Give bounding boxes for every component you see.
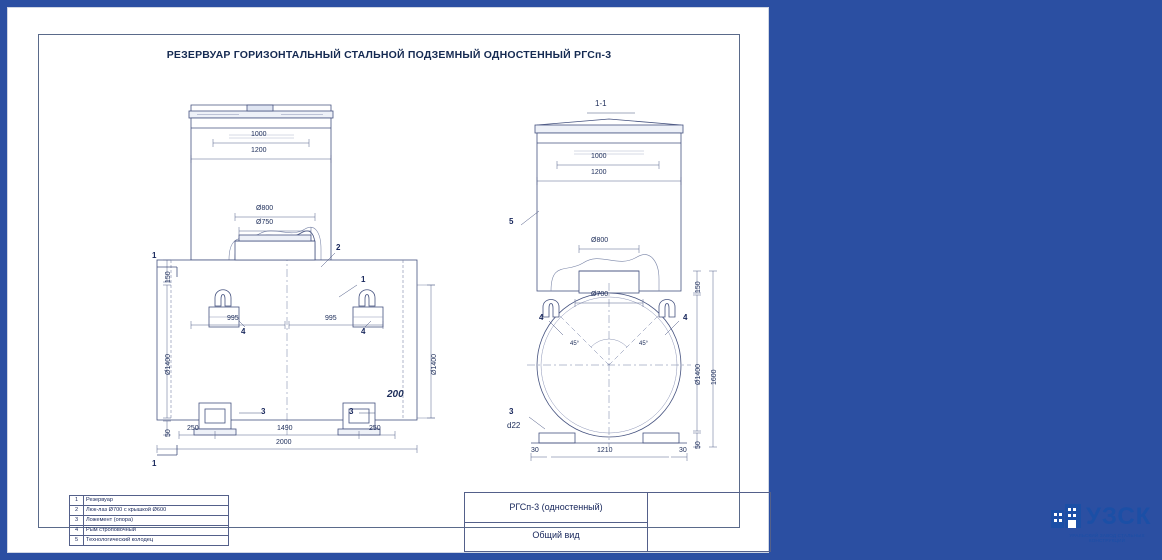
part-name: Технологический колодец [84,536,229,546]
title-block [69,490,1152,553]
dim-right-1210: 1210 [597,447,613,454]
designation: РГСп-3 (одностенный) [509,502,603,512]
title-block-right [464,492,1152,552]
angle-left-45: 45° [570,341,580,347]
part-name: Ложемент (опора) [84,516,229,526]
dim-right-30b: 30 [679,447,687,454]
callout-left-2: 2 [336,243,341,252]
drawing-frame [38,34,1152,543]
part-no: 4 [70,526,84,536]
section-label: 1-1 [595,99,607,108]
parts-table [69,495,229,546]
dim-left-250-a: 250 [187,425,199,432]
part-name: Люк-лаз Ø700 с крышкой Ø600 [84,506,229,516]
cut-mark-top: 1 [152,251,157,260]
cut-mark-bottom: 1 [152,459,157,468]
dim-right-d800: Ø800 [591,237,609,244]
callout-left-3a: 3 [261,407,266,416]
dim-left-d1400-right: Ø1400 [431,353,438,375]
dim-left-d1400: Ø1400 [165,353,172,375]
callout-left-1: 1 [361,275,366,284]
drawing-sheet [8,8,1152,552]
table-row [70,496,229,506]
logo-subtitle: УРАЛЬСКИЙ ЗАВОД СТАЛЬНЫХ КОНСТРУКЦИЙ [1069,533,1145,543]
dim-left-1490: 1490 [277,425,293,432]
factory-icon [1050,501,1082,529]
part-name: Рым строповочный [84,526,229,536]
part-no: 1 [70,496,84,506]
dim-right-d700: Ø700 [591,291,609,298]
company-logo [1050,497,1162,549]
part-name: Резервуар [84,496,229,506]
dim-left-50: 50 [165,429,172,437]
dim-right-1000: 1000 [591,153,607,160]
dim-left-995-b: 995 [325,315,337,322]
table-row [70,526,229,536]
dim-right-50: 50 [695,441,702,449]
dim-right-150: 150 [695,281,702,293]
dim-left-1000: 1000 [251,131,267,138]
callout-left-4b: 4 [361,327,366,336]
callout-right-5: 5 [509,217,514,226]
dim-right-1200: 1200 [591,169,607,176]
angle-right-45: 45° [639,341,649,347]
callout-right-4b: 4 [683,313,688,322]
dim-support-200: 200 [387,389,404,400]
part-no: 5 [70,536,84,546]
dim-right-30a: 30 [531,447,539,454]
callout-left-3b: 3 [349,407,354,416]
dim-left-150: 150 [165,271,172,283]
table-row [70,516,229,526]
dim-left-1200: 1200 [251,147,267,154]
callout-left-4a: 4 [241,327,246,336]
page-title: РЕЗЕРВУАР ГОРИЗОНТАЛЬНЫЙ СТАЛЬНОЙ ПОДЗЕМНЫЙ ОДНОСТЕННЫЙ РГСп-3 [166,49,612,61]
weld-note: d22 [507,421,521,430]
drawing-canvas [39,35,739,475]
dim-right-1600: 1600 [711,369,718,385]
table-row [70,536,229,546]
table-row [70,506,229,516]
logo-name: УЗСК [1086,503,1152,530]
dim-left-d800: Ø800 [256,205,274,212]
dim-left-995-a: 995 [227,315,239,322]
part-no: 3 [70,516,84,526]
dim-left-2000: 2000 [276,439,292,446]
part-no: 2 [70,506,84,516]
sheet-name: Общий вид [532,530,580,540]
dim-left-250-b: 250 [369,425,381,432]
callout-right-4a: 4 [539,313,544,322]
dim-right-d1400: Ø1400 [695,363,702,385]
callout-right-3: 3 [509,407,514,416]
dim-left-d750: Ø750 [256,219,274,226]
